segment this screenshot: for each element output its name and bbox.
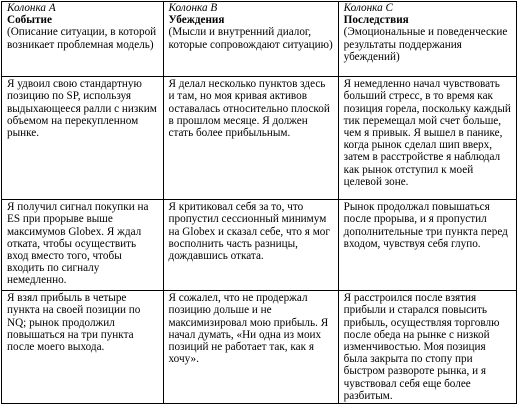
column-a-title: Событие [7, 14, 52, 27]
abc-analysis-table [1, 1, 517, 404]
column-c-title: Последствия [343, 14, 409, 27]
table-row [2, 77, 517, 200]
column-a-label: Колонка А [7, 2, 56, 14]
table-cell-consequence: Я немедленно начал чувствовать больший стресс, в то время как позиция горела, поскольку каждый тик перемещал мой счет больше, чем я привык. Я вышел в панике, когда рынок сделал шип вверх, затем в расстройстве я наблюдал как рынок отступил к моей целевой зоне. [338, 77, 516, 200]
column-b-title: Убеждения [168, 14, 225, 27]
column-c-description: (Эмоциональные и поведенческие результаты поддержания убеждений) [343, 26, 508, 63]
table-cell-consequence: Рынок продолжал повышаться после прорыва, и я пропустил дополнительные три пункта перед входом, чувствуя себя глупо. [338, 200, 516, 291]
table-cell-belief: Я критиковал себя за то, что пропустил сессионный минимум на Globex и сказал себе, что я мог восполнить часть разницы, дождавшись отката. [163, 200, 338, 291]
table-cell-event: Я получил сигнал покупки на ES при прорыве выше максимумов Globex. Я ждал отката, чтобы осуществить вход вместо того, чтобы входить по сигналу немедленно. [2, 200, 164, 291]
table-row [2, 291, 517, 404]
table-header-row [2, 2, 517, 77]
column-c-label: Колонка С [343, 2, 393, 14]
column-a-header [2, 2, 164, 77]
table-cell-event: Я удвоил свою стандартную позицию по SP, используя выдыхающееся ралли с низким объемом на перекупленном рынке. [2, 77, 164, 200]
column-c-header [338, 2, 516, 77]
column-b-description: (Мысли и внутренний диалог, которые сопровождают ситуацию) [168, 26, 333, 51]
table-row [2, 200, 517, 291]
table-cell-consequence: Я расстроился после взятия прибыли и старался повысить прибыль, осуществляя торговлю после обеда на рынке с низкой изменчивостью. Моя позиция была закрыта по стопу при быстром развороте рынка, и я чувствовал себя еще более разбитым. [338, 291, 516, 404]
column-b-header [163, 2, 338, 77]
table-cell-belief: Я делал несколько пунктов здесь и там, но моя кривая активов оставалась относительно плоской в прошлом месяце. Я должен стать более прибыльным. [163, 77, 338, 200]
table-cell-belief: Я сожалел, что не продержал позицию дольше и не максимизировал мою прибыль. Я начал думать, «Ни одна из моих позиций не работает так, как я хочу». [163, 291, 338, 404]
column-b-label: Колонка В [168, 2, 218, 14]
column-a-description: (Описание ситуации, в которой возникает проблемная модель) [7, 26, 157, 51]
table-cell-event: Я взял прибыль в четыре пункта на своей позиции по NQ; рынок продолжил повышаться на три пункта после моего выхода. [2, 291, 164, 404]
